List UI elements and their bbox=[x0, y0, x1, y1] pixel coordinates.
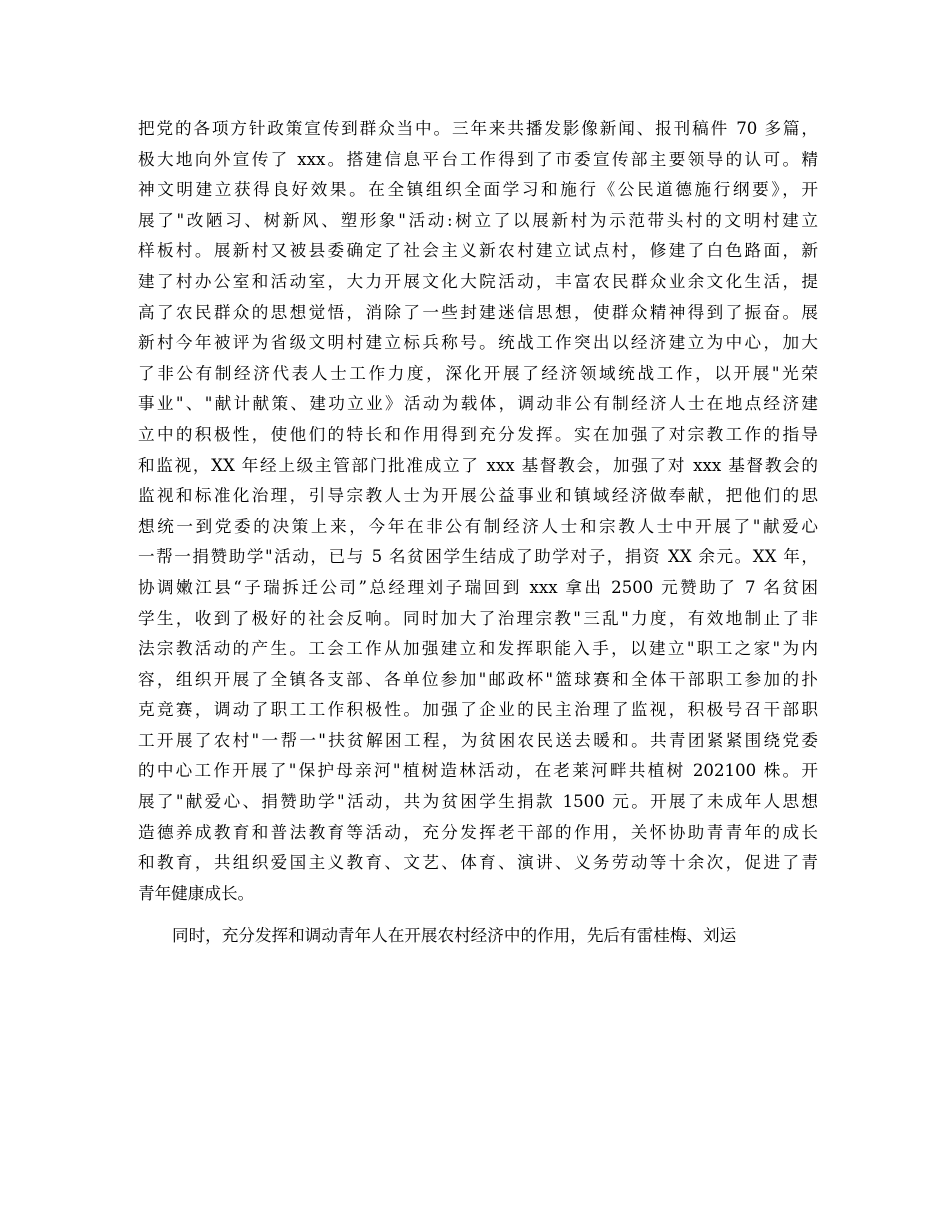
text-line: 青年健康成长。 bbox=[138, 883, 255, 903]
paragraph bbox=[138, 114, 818, 909]
text-line: 新村今年被评为省级文明村建立标兵称号。统战工作突出以经济建立为中心，加大 bbox=[138, 333, 818, 353]
text-line: 展了"改陋习、树新风、塑形象"活动:树立了以展新村为示范带头村的文明村建立 bbox=[138, 210, 818, 230]
text-line: 学生，收到了极好的社会反响。同时加大了治理宗教"三乱"力度，有效地制止了非 bbox=[138, 608, 818, 628]
text-line: 的中心工作开展了"保护母亲河"植树造林活动，在老莱河畔共植树 202100 株。开 bbox=[138, 761, 818, 781]
text-line: 立中的积极性，使他们的特长和作用得到充分发挥。实在加强了对宗教工作的指导 bbox=[138, 424, 818, 444]
text-line: 法宗教活动的产生。工会工作从加强建立和发挥职能入手，以建立"职工之家"为内 bbox=[138, 639, 818, 659]
text-line: 和监视，XX 年经上级主管部门批准成立了 xxx 基督教会，加强了对 xxx 基督教会的 bbox=[138, 455, 818, 475]
text-line: 造德养成教育和普法教育等活动，充分发挥老干部的作用，关怀协助青青年的成长 bbox=[138, 822, 818, 842]
text-line: 容，组织开展了全镇各支部、各单位参加"邮政杯"篮球赛和全体干部职工参加的扑 bbox=[138, 669, 818, 689]
text-line: 了非公有制经济代表人士工作力度，深化开展了经济领域统战工作，以开展"光荣 bbox=[138, 363, 818, 383]
text-line: 协调嫩江县“子瑞拆迁公司”总经理刘子瑞回到 xxx 拿出 2500 元赞助了 7 名贫困 bbox=[138, 577, 818, 597]
text-line: 神文明建立获得良好效果。在全镇组织全面学习和施行《公民道德施行纲要》，开 bbox=[138, 180, 818, 200]
text-line: 把党的各项方针政策宣传到群众当中。三年来共播发影像新闻、报刊稿件 70 多篇， bbox=[138, 119, 818, 138]
text-line: 监视和标准化治理，引导宗教人士为开展公益事业和镇域经济做奉献，把他们的思 bbox=[138, 486, 818, 506]
text-line: 展了"献爱心、捐赞助学"活动，共为贫困学生捐款 1500 元。开展了未成年人思想 bbox=[138, 792, 818, 812]
text-line: 事业"、"献计献策、建功立业》活动为载体，调动非公有制经济人士在地点经济建 bbox=[138, 394, 818, 414]
text-line: 和教育，共组织爱国主义教育、文艺、体育、演讲、义务劳动等十余次，促进了青 bbox=[138, 853, 818, 873]
text-line: 克竞赛，调动了职工工作积极性。加强了企业的民主治理了监视，积极号召干部职 bbox=[138, 700, 818, 720]
text-line: 极大地向外宣传了 xxx。搭建信息平台工作得到了市委宣传部主要领导的认可。精 bbox=[138, 149, 818, 169]
text-line: 工开展了农村"一帮一"扶贫解困工程，为贫困农民送去暖和。共青团紧紧围绕党委 bbox=[138, 730, 818, 750]
paragraph-gap bbox=[138, 909, 818, 921]
paragraph bbox=[138, 921, 818, 952]
document-body bbox=[138, 114, 818, 952]
text-line: 高了农民群众的思想觉悟，消除了一些封建迷信思想，使群众精神得到了振奋。展 bbox=[138, 302, 818, 322]
text-line: 样板村。展新村又被县委确定了社会主义新农村建立试点村，修建了白色路面，新 bbox=[138, 241, 818, 261]
text-line: 想统一到党委的决策上来，今年在非公有制经济人士和宗教人士中开展了"献爱心 bbox=[138, 516, 818, 536]
text-line: 一帮一捐赞助学"活动，已与 5 名贫困学生结成了助学对子，捐资 XX 余元。XX 年， bbox=[138, 547, 818, 567]
text-line: 同时，充分发挥和调动青年人在开展农村经济中的作用，先后有雷桂梅、刘运 bbox=[172, 926, 737, 946]
text-line: 建了村办公室和活动室，大力开展文化大院活动，丰富农民群众业余文化生活，提 bbox=[138, 271, 818, 291]
